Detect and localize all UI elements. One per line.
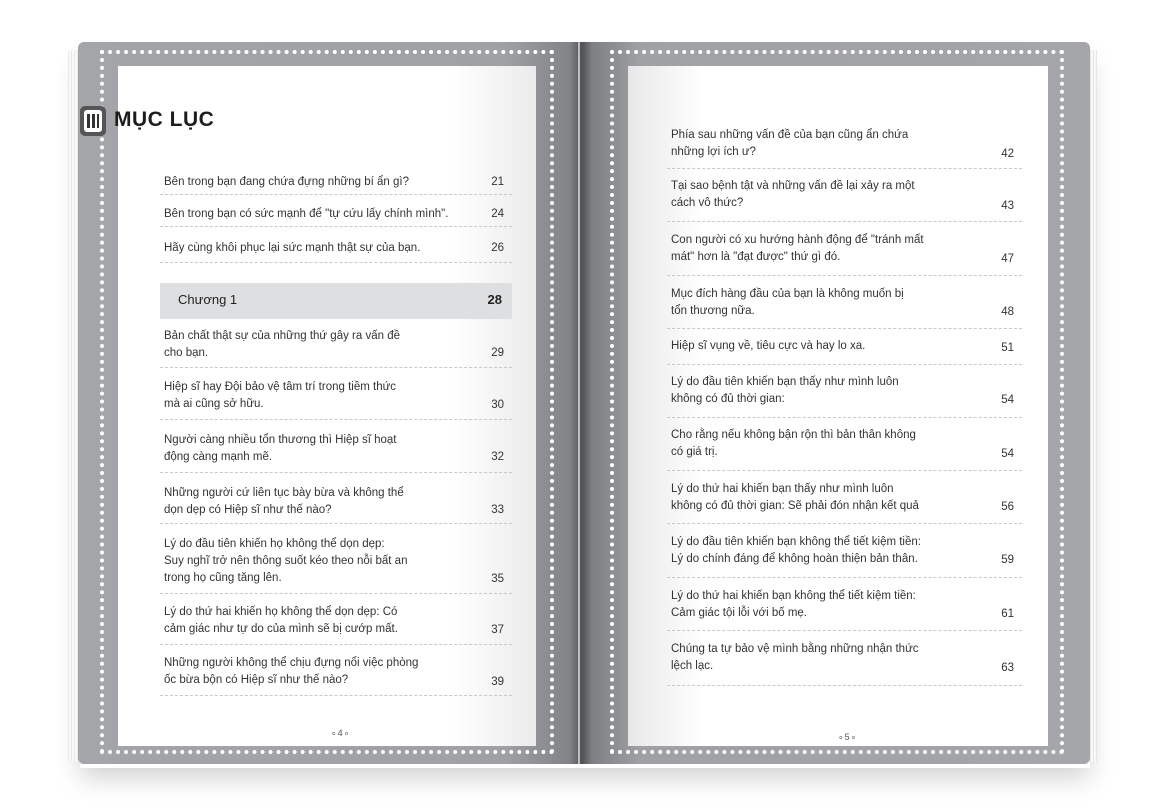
toc-entry-page: 43 bbox=[1001, 200, 1014, 212]
toc-entry bbox=[160, 376, 512, 420]
toc-entry-text: Lý do đầu tiên khiến bạn không thể tiết kiệm tiền: Lý do chính đáng để không hoàn thiện bản thân. bbox=[671, 536, 921, 565]
toc-entry-page: 29 bbox=[491, 347, 504, 359]
toc-entry bbox=[160, 533, 512, 594]
book-logo-icon bbox=[80, 106, 106, 136]
toc-entry bbox=[667, 587, 1022, 631]
toc-entry-text: Lý do thứ hai khiến bạn thấy như mình luôn không có đủ thời gian: Sẽ phải đón nhận kết quả bbox=[671, 483, 919, 512]
toc-entry-text: Lý do thứ hai khiến họ không thể dọn dẹp: Có cảm giác như tự do của mình sẽ bị cướp mất. bbox=[164, 606, 398, 635]
toc-entry-text: Người càng nhiều tổn thương thì Hiệp sĩ hoạt động càng mạnh mẽ. bbox=[164, 434, 397, 463]
toc-entry-page: 61 bbox=[1001, 608, 1014, 620]
toc-entry bbox=[160, 325, 512, 368]
toc-entry-page: 24 bbox=[491, 208, 504, 220]
toc-entry-page: 39 bbox=[491, 676, 504, 688]
toc-entry bbox=[160, 234, 512, 263]
toc-entry-page: 54 bbox=[1001, 394, 1014, 406]
toc-entry-text: Tại sao bệnh tật và những vấn đề lại xảy ra một cách vô thức? bbox=[671, 180, 915, 209]
toc-entry-text: Lý do thứ hai khiến bạn không thể tiết kiệm tiền: Cảm giác tội lỗi với bố mẹ. bbox=[671, 590, 916, 619]
toc-entry bbox=[160, 603, 512, 645]
toc-entry-text: Những người không thể chịu đựng nổi việc phòng ốc bừa bộn có Hiệp sĩ như thế nào? bbox=[164, 657, 419, 686]
toc-entry bbox=[160, 200, 512, 227]
chapter-heading bbox=[160, 283, 512, 319]
toc-entry-text: Hiệp sĩ vụng về, tiêu cực và hay lo xa. bbox=[671, 340, 866, 352]
toc-entry-text: Mục đích hàng đầu của bạn là không muốn bị tổn thương nữa. bbox=[671, 288, 904, 317]
toc-title: MỤC LỤC bbox=[114, 108, 215, 131]
toc-entry-text: Bên trong bạn đang chứa đựng những bí ẩn gì? bbox=[164, 176, 409, 188]
toc-entry bbox=[160, 482, 512, 524]
toc-entry bbox=[667, 533, 1022, 578]
toc-entry bbox=[667, 177, 1022, 222]
toc-entry-text: Phía sau những vấn đề của bạn cũng ẩn chứa những lợi ích ư? bbox=[671, 129, 909, 158]
toc-entry-page: 33 bbox=[491, 504, 504, 516]
toc-entry-text: Cho rằng nếu không bận rộn thì bản thân không có giá trị. bbox=[671, 429, 916, 458]
toc-entry-page: 54 bbox=[1001, 448, 1014, 460]
chapter-page: 28 bbox=[487, 292, 502, 307]
book-spine-gutter bbox=[570, 42, 592, 764]
toc-entry bbox=[667, 426, 1022, 471]
toc-entry-text: Bản chất thật sự của những thứ gây ra vấn đề cho bạn. bbox=[164, 330, 400, 359]
toc-entry-text: Lý do đầu tiên khiến họ không thể dọn dẹp: Suy nghĩ trở nên thông suốt kéo theo nỗi bất an trong họ cũng tăng lên. bbox=[164, 538, 408, 584]
toc-entry-page: 21 bbox=[491, 176, 504, 188]
toc-entry-page: 63 bbox=[1001, 662, 1014, 674]
toc-entry bbox=[667, 285, 1022, 329]
toc-entry-page: 26 bbox=[491, 242, 504, 254]
toc-entry-text: Những người cứ liên tục bày bừa và không thể dọn dẹp có Hiệp sĩ như thế nào? bbox=[164, 487, 404, 516]
toc-entry-page: 30 bbox=[491, 399, 504, 411]
toc-entry-page: 59 bbox=[1001, 554, 1014, 566]
toc-entry bbox=[667, 373, 1022, 418]
toc-entry-text: Hiệp sĩ hay Đội bảo vệ tâm trí trong tiềm thức mà ai cũng sở hữu. bbox=[164, 381, 397, 410]
toc-entry bbox=[667, 124, 1022, 169]
toc-entry-text: Lý do đầu tiên khiến bạn thấy như mình luôn không có đủ thời gian: bbox=[671, 376, 899, 405]
toc-entry-page: 42 bbox=[1001, 148, 1014, 160]
toc-entry bbox=[160, 429, 512, 473]
toc-entry-page: 56 bbox=[1001, 501, 1014, 513]
toc-entry bbox=[667, 480, 1022, 524]
toc-entry-text: Hãy cùng khôi phục lại sức mạnh thật sự của bạn. bbox=[164, 242, 421, 254]
toc-entry bbox=[160, 654, 512, 696]
toc-entry-page: 32 bbox=[491, 451, 504, 463]
toc-entry-text: Chúng ta tự bảo vệ mình bằng những nhận thức lệch lạc. bbox=[671, 643, 919, 672]
toc-entry bbox=[667, 640, 1022, 686]
page-number: ∘4∘ bbox=[331, 728, 351, 738]
toc-entry bbox=[160, 168, 512, 195]
toc-entry-text: Con người có xu hướng hành động để "tránh mất mát" hơn là "đạt được" thứ gì đó. bbox=[671, 234, 924, 263]
toc-entry-page: 35 bbox=[491, 573, 504, 585]
page-number: ∘5∘ bbox=[838, 732, 858, 742]
toc-entry-page: 51 bbox=[1001, 342, 1014, 354]
toc-entry-page: 37 bbox=[491, 624, 504, 636]
toc-entry bbox=[667, 231, 1022, 276]
toc-entry bbox=[667, 337, 1022, 365]
toc-entry-page: 47 bbox=[1001, 253, 1014, 265]
toc-entry-text: Bên trong bạn có sức mạnh để "tự cứu lấy chính mình". bbox=[164, 208, 449, 220]
chapter-label: Chương 1 bbox=[178, 292, 238, 307]
toc-entry-page: 48 bbox=[1001, 306, 1014, 318]
